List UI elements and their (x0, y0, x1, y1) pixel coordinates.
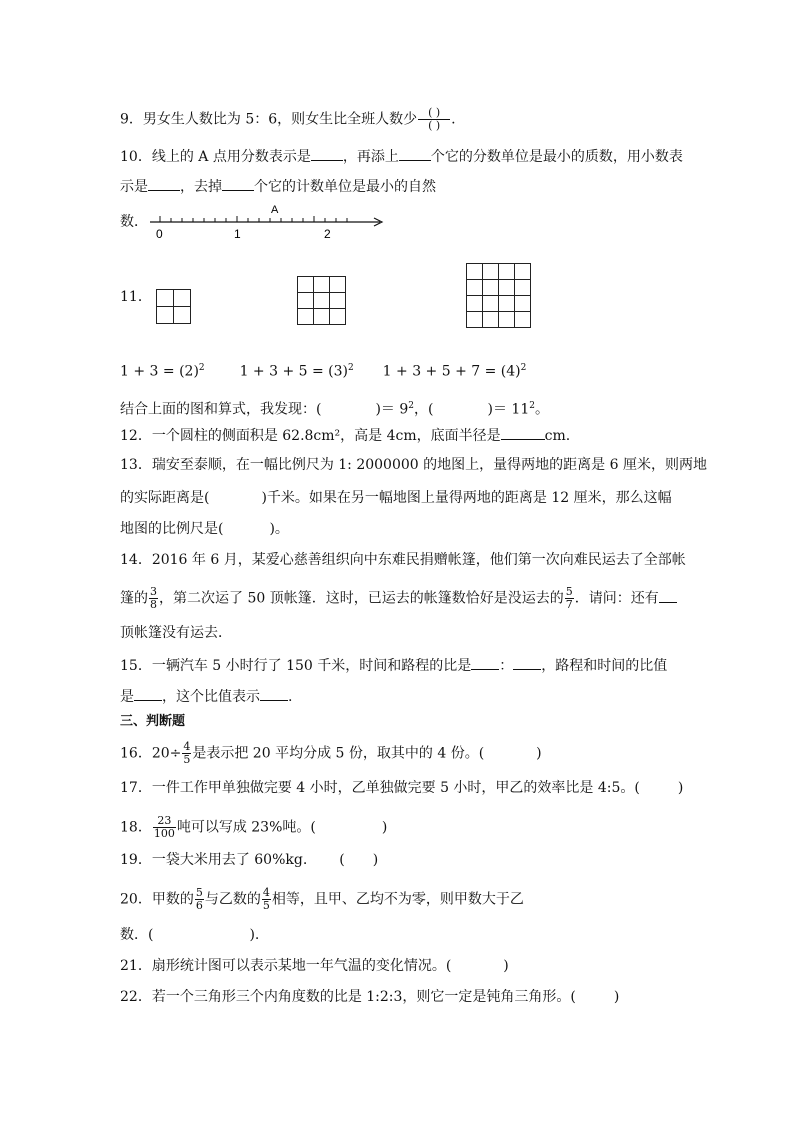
question-15-line2: 是 ，这个比值表示 . (120, 686, 292, 707)
tick-label-2: 2 (324, 227, 331, 241)
question-11-label: 11． (120, 289, 152, 305)
tick-label-1: 1 (234, 227, 241, 241)
answer-blank[interactable] (134, 686, 162, 701)
question-20-line1: 20．甲数的 $\frac{5}{6}$ 与乙数的 $\frac{4}{5}$ 相等，且甲、乙均不为零，则甲数大于乙 (120, 886, 524, 912)
fraction-4-5: $\frac{4}{5}$ (262, 886, 270, 912)
question-13-line1: 13．瑞安至泰顺，在一幅比例尺为 1: 2000000 的地图上，量得两地的距离是 6 厘米，则两地 (120, 457, 707, 473)
fraction-5-7: $\frac{5}{7}$ (565, 585, 573, 611)
question-10-line2: 示是 ，去掉 个它的计数单位是最小的自然 (120, 176, 436, 197)
question-10-line3: 数． (120, 214, 148, 230)
grid-2x2 (156, 289, 191, 324)
number-line (148, 200, 393, 245)
answer-blank[interactable] (148, 176, 180, 191)
equation-1: 1 + 3 = (2) (120, 363, 199, 380)
question-21: 21．扇形统计图可以表示某地一年气温的变化情况。( ) (120, 958, 509, 974)
answer-blank[interactable] (659, 588, 677, 603)
question-14-line3: 顶帐篷没有运去． (120, 625, 232, 641)
equation-3: 1 + 3 + 5 + 7 = (4) (382, 363, 521, 380)
answer-blank[interactable] (311, 146, 343, 161)
answer-blank[interactable] (513, 655, 541, 670)
fraction-3-8: $\frac{3}{8}$ (150, 585, 157, 611)
section-heading: 三、判断题 (120, 714, 186, 729)
question-14-line1: 14．2016 年 6 月，某爱心慈善组织向中东难民捐赠帐篷，他们第一次向难民运去了全部帐 (120, 552, 686, 568)
question-16: 16．20÷ $\frac{4}{5}$ 是表示把 20 平均分成 5 份，取其中的 4 份。( ) (120, 740, 542, 766)
question-10-line1: 10．线上的 A 点用分数表示是 ，再添上 个它的分数单位是最小的质数，用小数表 (120, 146, 683, 167)
answer-blank[interactable] (501, 425, 545, 440)
answer-blank[interactable] (260, 686, 288, 701)
question-9: 9．男女生人数比为 5：6，则女生比全班人数少 $\frac{( )}{( )}$ . (120, 106, 456, 132)
point-a-label: A (271, 204, 279, 216)
answer-blank[interactable] (222, 176, 254, 191)
equation-2: 1 + 3 + 5 = (3) (239, 363, 349, 380)
fraction-23-100: $\frac{23}{100}$ (153, 814, 175, 840)
answer-blank[interactable] (471, 655, 499, 670)
fraction-4-5: $\frac{4}{5}$ (183, 740, 191, 766)
question-22: 22．若一个三角形三个内角度数的比是 1:2:3，则它一定是钝角三角形。( ) (120, 989, 620, 1005)
question-19: 19．一袋大米用去了 60%kg. ( ) (120, 852, 379, 868)
question-12: 12．一个圆柱的侧面积是 62.8cm²，高是 4cm，底面半径是 cm. (120, 425, 570, 446)
question-13-line3: 地图的比例尺是( )。 (120, 521, 289, 537)
tick-label-0: 0 (156, 227, 163, 241)
answer-blank[interactable] (399, 146, 431, 161)
question-13-line2: 的实际距离是( )千米。如果在另一幅地图上量得两地的距离是 12 厘米，那么这幅 (120, 490, 672, 506)
question-11-finding: 结合上面的图和算式，我发现：( )＝ $9^2$，( )＝ $11^2$。 (120, 401, 549, 418)
grid-4x4 (466, 263, 531, 328)
question-14-line2: 篷的 $\frac{3}{8}$ ，第二次运了 50 顶帐篷．这时，已运去的帐篷数恰好是没运去的 $\frac{5}{7}$ ．请问：还有 (120, 586, 677, 611)
question-18: 18． $\frac{23}{100}$ 吨可以写成 23%吨。( ) (120, 814, 388, 840)
question-17: 17．一件工作甲单独做完要 4 小时，乙单独做完要 5 小时，甲乙的效率比是 4:5。( ) (120, 780, 684, 796)
grid-3x3 (297, 276, 346, 325)
fraction: $\frac{( )}{( )}$ (418, 107, 450, 132)
question-20-line2: 数．( ). (120, 927, 260, 943)
question-15-line1: 15．一辆汽车 5 小时行了 150 千米，时间和路程的比是 ： ，路程和时间的比值 (120, 655, 667, 676)
question-11-equations: $1 + 3 = (2)^2$ $1 + 3 + 5 = (3)^2$ $1 + 3 + 5 + 7 = (4)^2$ (120, 363, 527, 380)
fraction-5-6: $\frac{5}{6}$ (195, 886, 203, 912)
